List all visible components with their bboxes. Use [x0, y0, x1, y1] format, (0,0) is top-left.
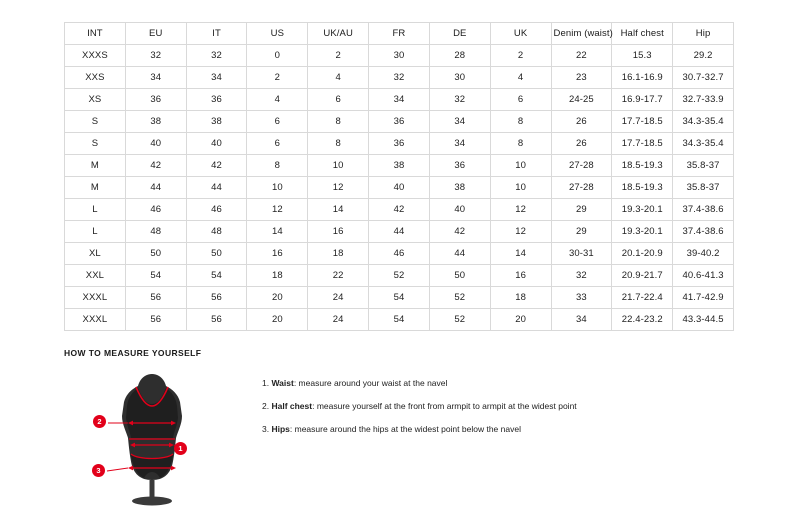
table-cell: 16.1-16.9 — [612, 67, 673, 89]
table-cell: 33 — [551, 287, 612, 309]
instruction-number: 1. — [262, 378, 270, 388]
instruction-text: : measure around the hips at the widest point below the navel — [289, 424, 521, 435]
table-cell: 2 — [490, 45, 551, 67]
table-cell: 44 — [369, 221, 430, 243]
table-row — [65, 309, 734, 331]
table-cell: 32 — [429, 89, 490, 111]
measure-marker-1: 1 — [174, 442, 187, 455]
table-cell: 27-28 — [551, 177, 612, 199]
table-cell: 56 — [125, 309, 186, 331]
table-cell: 16 — [247, 243, 308, 265]
list-item — [262, 401, 577, 411]
table-cell: 20.1-20.9 — [612, 243, 673, 265]
table-cell: 23 — [551, 67, 612, 89]
table-cell: 34 — [369, 89, 430, 111]
table-cell: 32 — [551, 265, 612, 287]
table-row — [65, 199, 734, 221]
measure-instruction-list — [262, 368, 577, 448]
table-cell: 29.2 — [673, 45, 734, 67]
table-cell: 17.7-18.5 — [612, 133, 673, 155]
table-cell: M — [65, 155, 126, 177]
table-cell: 52 — [369, 265, 430, 287]
table-cell: 38 — [369, 155, 430, 177]
table-cell: 30 — [369, 45, 430, 67]
how-to-measure-section — [64, 348, 744, 508]
table-cell: XL — [65, 243, 126, 265]
table-cell: 32 — [125, 45, 186, 67]
table-cell: 52 — [429, 309, 490, 331]
table-cell: 40 — [429, 199, 490, 221]
table-cell: 0 — [247, 45, 308, 67]
table-cell: 42 — [429, 221, 490, 243]
table-cell: 34.3-35.4 — [673, 111, 734, 133]
table-cell: 8 — [247, 155, 308, 177]
table-cell: L — [65, 199, 126, 221]
table-cell: 42 — [125, 155, 186, 177]
instruction-term: Hips — [271, 424, 290, 435]
table-cell: 14 — [247, 221, 308, 243]
table-cell: 56 — [186, 287, 247, 309]
table-cell: 4 — [247, 89, 308, 111]
table-cell: 6 — [308, 89, 369, 111]
table-cell: 16.9-17.7 — [612, 89, 673, 111]
instruction-text: : measure yourself at the front from armpit to armpit at the widest point — [312, 401, 577, 412]
table-cell: 20.9-21.7 — [612, 265, 673, 287]
table-header-cell: IT — [186, 23, 247, 45]
measure-marker-2: 2 — [93, 415, 106, 428]
table-cell: 34 — [429, 111, 490, 133]
table-cell: 40 — [186, 133, 247, 155]
table-cell: 18 — [308, 243, 369, 265]
table-cell: 10 — [490, 155, 551, 177]
table-cell: 20 — [247, 309, 308, 331]
table-cell: 30.7-32.7 — [673, 67, 734, 89]
table-cell: 12 — [308, 177, 369, 199]
table-cell: 8 — [490, 111, 551, 133]
table-cell: 30-31 — [551, 243, 612, 265]
table-cell: S — [65, 111, 126, 133]
table-cell: 15.3 — [612, 45, 673, 67]
table-cell: 10 — [308, 155, 369, 177]
list-item — [262, 378, 577, 388]
table-cell: 4 — [490, 67, 551, 89]
table-cell: 20 — [490, 309, 551, 331]
table-cell: 19.3-20.1 — [612, 221, 673, 243]
table-cell: 44 — [125, 177, 186, 199]
table-cell: 35.8-37 — [673, 155, 734, 177]
table-cell: 43.3-44.5 — [673, 309, 734, 331]
table-cell: 8 — [490, 133, 551, 155]
mannequin-figure — [90, 368, 220, 508]
table-cell: 24 — [308, 287, 369, 309]
table-row — [65, 265, 734, 287]
table-cell: 30 — [429, 67, 490, 89]
table-cell: 50 — [125, 243, 186, 265]
table-cell: XXS — [65, 67, 126, 89]
table-cell: 18.5-19.3 — [612, 155, 673, 177]
table-cell: 54 — [369, 309, 430, 331]
table-cell: 14 — [308, 199, 369, 221]
table-cell: 54 — [369, 287, 430, 309]
table-header-cell: Denim (waist) — [551, 23, 612, 45]
table-row — [65, 89, 734, 111]
table-cell: XXXL — [65, 309, 126, 331]
instruction-text: : measure around your waist at the navel — [293, 378, 448, 388]
table-cell: 34 — [186, 67, 247, 89]
table-row — [65, 155, 734, 177]
table-cell: 48 — [125, 221, 186, 243]
table-header-cell: Half chest — [612, 23, 673, 45]
table-cell: XXL — [65, 265, 126, 287]
table-cell: 36 — [186, 89, 247, 111]
table-cell: 12 — [490, 199, 551, 221]
table-cell: L — [65, 221, 126, 243]
instruction-number: 2. — [262, 401, 270, 412]
table-header-cell: FR — [369, 23, 430, 45]
table-cell: 8 — [308, 111, 369, 133]
table-cell: 24-25 — [551, 89, 612, 111]
table-row — [65, 111, 734, 133]
table-cell: 22.4-23.2 — [612, 309, 673, 331]
table-cell: 32.7-33.9 — [673, 89, 734, 111]
table-cell: 44 — [429, 243, 490, 265]
table-header-cell: US — [247, 23, 308, 45]
table-cell: 29 — [551, 221, 612, 243]
table-row — [65, 243, 734, 265]
table-cell: 24 — [308, 309, 369, 331]
table-cell: XXXS — [65, 45, 126, 67]
table-cell: 34.3-35.4 — [673, 133, 734, 155]
table-cell: 2 — [308, 45, 369, 67]
table-cell: 40.6-41.3 — [673, 265, 734, 287]
table-cell: XS — [65, 89, 126, 111]
size-table-container — [64, 22, 734, 331]
table-header-cell: UK/AU — [308, 23, 369, 45]
table-cell: 6 — [490, 89, 551, 111]
table-cell: 34 — [429, 133, 490, 155]
table-cell: 35.8-37 — [673, 177, 734, 199]
table-cell: 12 — [247, 199, 308, 221]
table-cell: 41.7-42.9 — [673, 287, 734, 309]
table-cell: 22 — [308, 265, 369, 287]
table-cell: 42 — [186, 155, 247, 177]
table-cell: 32 — [369, 67, 430, 89]
table-cell: 39-40.2 — [673, 243, 734, 265]
table-cell: 34 — [125, 67, 186, 89]
how-to-measure-title: HOW TO MEASURE YOURSELF — [64, 348, 202, 358]
how-to-measure-body — [64, 368, 744, 508]
table-cell: 38 — [186, 111, 247, 133]
table-cell: 2 — [247, 67, 308, 89]
table-cell: 50 — [186, 243, 247, 265]
table-cell: 40 — [369, 177, 430, 199]
table-cell: 18 — [490, 287, 551, 309]
list-item — [262, 424, 577, 434]
table-cell: 20 — [247, 287, 308, 309]
table-cell: 29 — [551, 199, 612, 221]
table-cell: 40 — [125, 133, 186, 155]
table-cell: 48 — [186, 221, 247, 243]
table-cell: 26 — [551, 133, 612, 155]
table-header-cell: INT — [65, 23, 126, 45]
table-cell: XXXL — [65, 287, 126, 309]
table-cell: 54 — [125, 265, 186, 287]
table-cell: 27-28 — [551, 155, 612, 177]
table-header-cell: Hip — [673, 23, 734, 45]
table-cell: 12 — [490, 221, 551, 243]
table-cell: 6 — [247, 111, 308, 133]
table-row — [65, 45, 734, 67]
instruction-term: Waist — [271, 378, 294, 388]
table-cell: 16 — [308, 221, 369, 243]
table-cell: M — [65, 177, 126, 199]
table-cell: 17.7-18.5 — [612, 111, 673, 133]
mannequin-illustration — [90, 368, 220, 508]
table-cell: 38 — [429, 177, 490, 199]
table-cell: 19.3-20.1 — [612, 199, 673, 221]
table-cell: 36 — [369, 111, 430, 133]
table-cell: 36 — [125, 89, 186, 111]
table-header-cell: EU — [125, 23, 186, 45]
table-cell: 54 — [186, 265, 247, 287]
table-cell: 10 — [247, 177, 308, 199]
table-cell: 6 — [247, 133, 308, 155]
table-cell: 44 — [186, 177, 247, 199]
table-cell: 52 — [429, 287, 490, 309]
table-cell: 36 — [429, 155, 490, 177]
table-cell: S — [65, 133, 126, 155]
table-cell: 46 — [125, 199, 186, 221]
table-cell: 32 — [186, 45, 247, 67]
table-row — [65, 287, 734, 309]
table-row — [65, 133, 734, 155]
table-cell: 8 — [308, 133, 369, 155]
table-cell: 56 — [125, 287, 186, 309]
table-cell: 37.4-38.6 — [673, 199, 734, 221]
table-cell: 34 — [551, 309, 612, 331]
table-cell: 28 — [429, 45, 490, 67]
size-conversion-table — [64, 22, 734, 331]
instruction-number: 3. — [262, 424, 270, 435]
instruction-term: Half chest — [271, 401, 313, 412]
table-header-cell: UK — [490, 23, 551, 45]
table-cell: 56 — [186, 309, 247, 331]
table-cell: 46 — [369, 243, 430, 265]
table-row — [65, 221, 734, 243]
table-cell: 46 — [186, 199, 247, 221]
table-cell: 10 — [490, 177, 551, 199]
table-cell: 38 — [125, 111, 186, 133]
table-row — [65, 177, 734, 199]
table-cell: 14 — [490, 243, 551, 265]
table-cell: 18 — [247, 265, 308, 287]
table-cell: 4 — [308, 67, 369, 89]
table-cell: 21.7-22.4 — [612, 287, 673, 309]
table-header-cell: DE — [429, 23, 490, 45]
table-cell: 22 — [551, 45, 612, 67]
table-cell: 42 — [369, 199, 430, 221]
measure-marker-3: 3 — [92, 464, 105, 477]
table-cell: 18.5-19.3 — [612, 177, 673, 199]
table-cell: 16 — [490, 265, 551, 287]
table-header-row — [65, 23, 734, 45]
table-cell: 26 — [551, 111, 612, 133]
table-cell: 36 — [369, 133, 430, 155]
table-row — [65, 67, 734, 89]
table-cell: 37.4-38.6 — [673, 221, 734, 243]
table-cell: 50 — [429, 265, 490, 287]
